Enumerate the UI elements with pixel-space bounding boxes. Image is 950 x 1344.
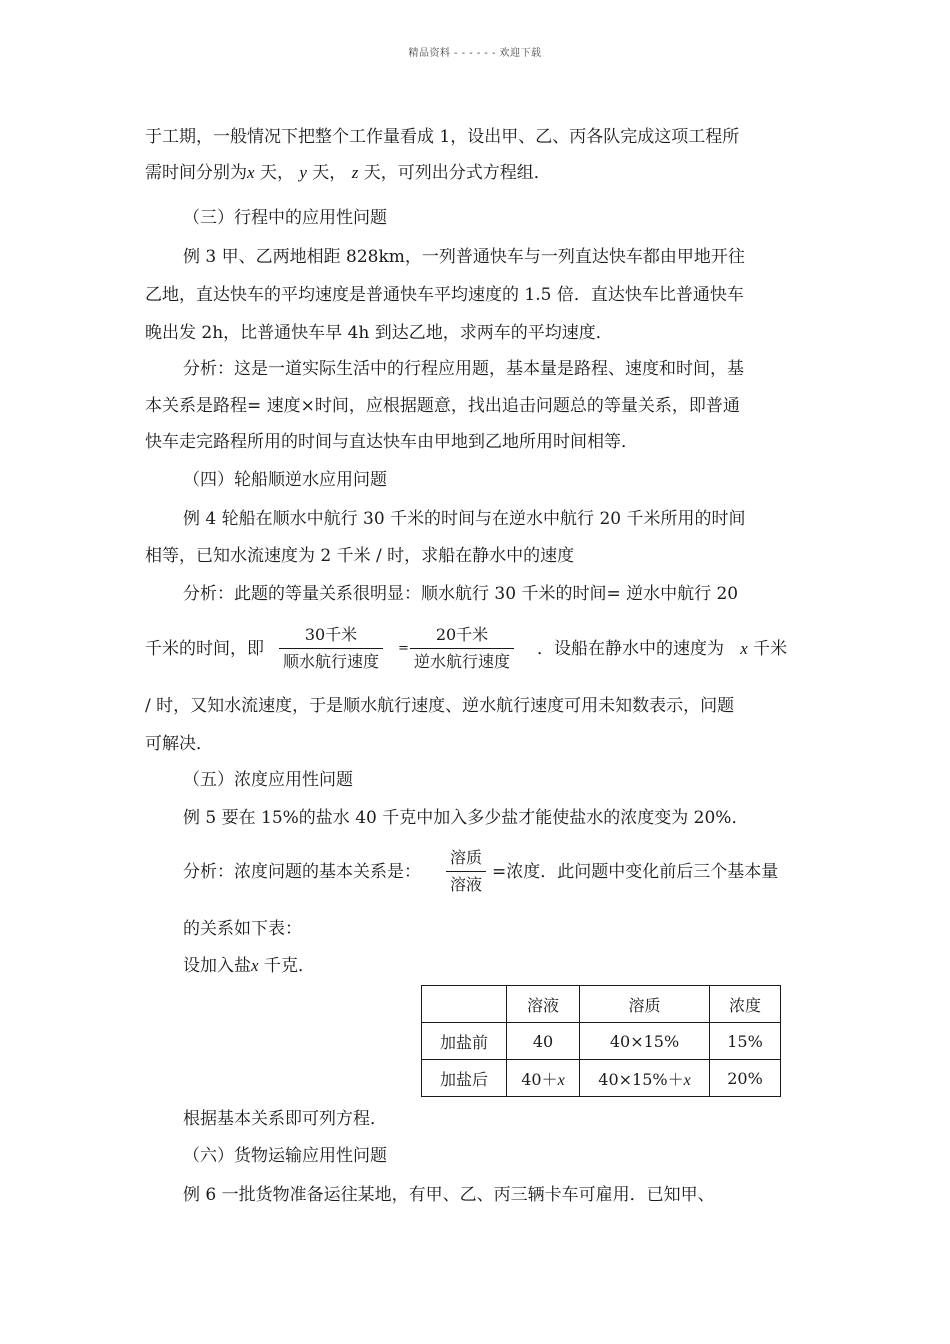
table-header-row <box>422 986 781 1023</box>
variable-x: x <box>251 956 259 975</box>
table-cell <box>507 1060 580 1097</box>
variable-x: x <box>740 639 748 658</box>
text-line: 本关系是路程= 速度×时间，应根据题意，找出追击问题总的等量关系，即普通 <box>145 396 740 416</box>
text-fragment: 天， <box>306 163 352 183</box>
fraction-concentration <box>446 848 486 895</box>
fraction-numerator: 溶质 <box>450 848 483 867</box>
fraction-numerator: 30千米 <box>304 625 358 644</box>
equals-sign: = <box>398 641 409 656</box>
variable-x: x <box>683 1071 691 1089</box>
table-row <box>422 1060 781 1097</box>
text-fragment: 千克． <box>258 956 315 976</box>
text-line: 分析：浓度问题的基本关系是： <box>183 862 421 882</box>
text-line: / 时，又知水流速度，于是顺水航行速度、逆水航行速度可用未知数表示，问题 <box>145 696 735 716</box>
text-fragment: 千米 <box>747 639 788 659</box>
fraction-denominator: 溶液 <box>450 875 483 894</box>
text-fragment: ．设船在静水中的速度为 <box>537 639 724 659</box>
text-line: 分析：此题的等量关系很明显：顺水航行 30 千米的时间= 逆水中航行 20 <box>183 584 739 604</box>
section-heading: （五）浓度应用性问题 <box>183 770 353 790</box>
variable-x: x <box>247 163 255 182</box>
text-line: 根据基本关系即可列方程． <box>183 1109 387 1129</box>
table-cell: 加盐前 <box>422 1023 507 1060</box>
text-line: 乙地，直达快车的平均速度是普通快车平均速度的 1.5 倍．直达快车比普通快车 <box>145 285 744 305</box>
table-cell: 加盐后 <box>422 1060 507 1097</box>
table-header-cell: 溶质 <box>580 986 710 1023</box>
fraction-downstream <box>279 625 383 672</box>
text-line: 快车走完路程所用的时间与直达快车由甲地到乙地所用时间相等． <box>145 432 638 452</box>
text-line: 晚出发 2h，比普通快车早 4h 到达乙地，求两车的平均速度． <box>145 323 613 343</box>
text-line <box>537 638 787 660</box>
variable-z: z <box>351 163 359 182</box>
table-cell <box>580 1060 710 1097</box>
variable-x: x <box>557 1071 565 1089</box>
text-line: 例 3 甲、乙两地相距 828km，一列普通快车与一列直达快车都由甲地开往 <box>183 247 745 267</box>
table-cell: 20% <box>710 1060 781 1097</box>
text-line: 千米的时间，即 <box>145 639 264 659</box>
table-cell: 40×15% <box>580 1023 710 1060</box>
text-line: 的关系如下表： <box>183 919 302 939</box>
section-heading: （六）货物运输应用性问题 <box>183 1146 387 1166</box>
fraction-denominator: 顺水航行速度 <box>283 652 380 671</box>
section-heading: （三）行程中的应用性问题 <box>183 208 387 228</box>
table-row <box>422 1023 781 1060</box>
concentration-table <box>421 985 781 1097</box>
text-line <box>183 955 315 977</box>
cell-text: 40×15%＋ <box>598 1069 684 1089</box>
text-fragment: 天， <box>254 163 300 183</box>
text-fragment: 需时间分别为 <box>145 163 247 183</box>
variable-y: y <box>299 163 307 182</box>
text-line: 例 5 要在 15%的盐水 40 千克中加入多少盐才能使盐水的浓度变为 20%． <box>183 808 749 828</box>
fraction-upstream <box>410 625 514 672</box>
text-line: 分析：这是一道实际生活中的行程应用题，基本量是路程、速度和时间，基 <box>183 359 744 379</box>
table-cell: 15% <box>710 1023 781 1060</box>
text-line: 例 4 轮船在顺水中航行 30 千米的时间与在逆水中航行 20 千米所用的时间 <box>183 509 746 529</box>
cell-text: 40＋ <box>521 1069 558 1089</box>
text-line: 例 6 一批货物准备运往某地，有甲、乙、丙三辆卡车可雇用．已知甲、 <box>183 1185 715 1205</box>
text-line <box>145 162 551 184</box>
table-cell: 40 <box>507 1023 580 1060</box>
text-line: =浓度．此问题中变化前后三个基本量 <box>492 862 779 882</box>
fraction-numerator: 20千米 <box>435 625 489 644</box>
text-line: 可解决． <box>145 734 213 754</box>
section-heading: （四）轮船顺逆水应用问题 <box>183 470 387 490</box>
text-fragment: 天，可列出分式方程组． <box>358 163 551 183</box>
table-header-cell: 溶液 <box>507 986 580 1023</box>
fraction-denominator: 逆水航行速度 <box>414 652 511 671</box>
text-fragment: 设加入盐 <box>183 956 251 976</box>
text-line: 于工期，一般情况下把整个工作量看成 1，设出甲、乙、丙各队完成这项工程所 <box>145 127 740 147</box>
table-header-cell: 浓度 <box>710 986 781 1023</box>
page-header: 精品资料 - - - - - - 欢迎下载 <box>408 48 542 59</box>
table-header-cell <box>422 986 507 1023</box>
text-line: 相等，已知水流速度为 2 千米 / 时，求船在静水中的速度 <box>145 546 575 566</box>
